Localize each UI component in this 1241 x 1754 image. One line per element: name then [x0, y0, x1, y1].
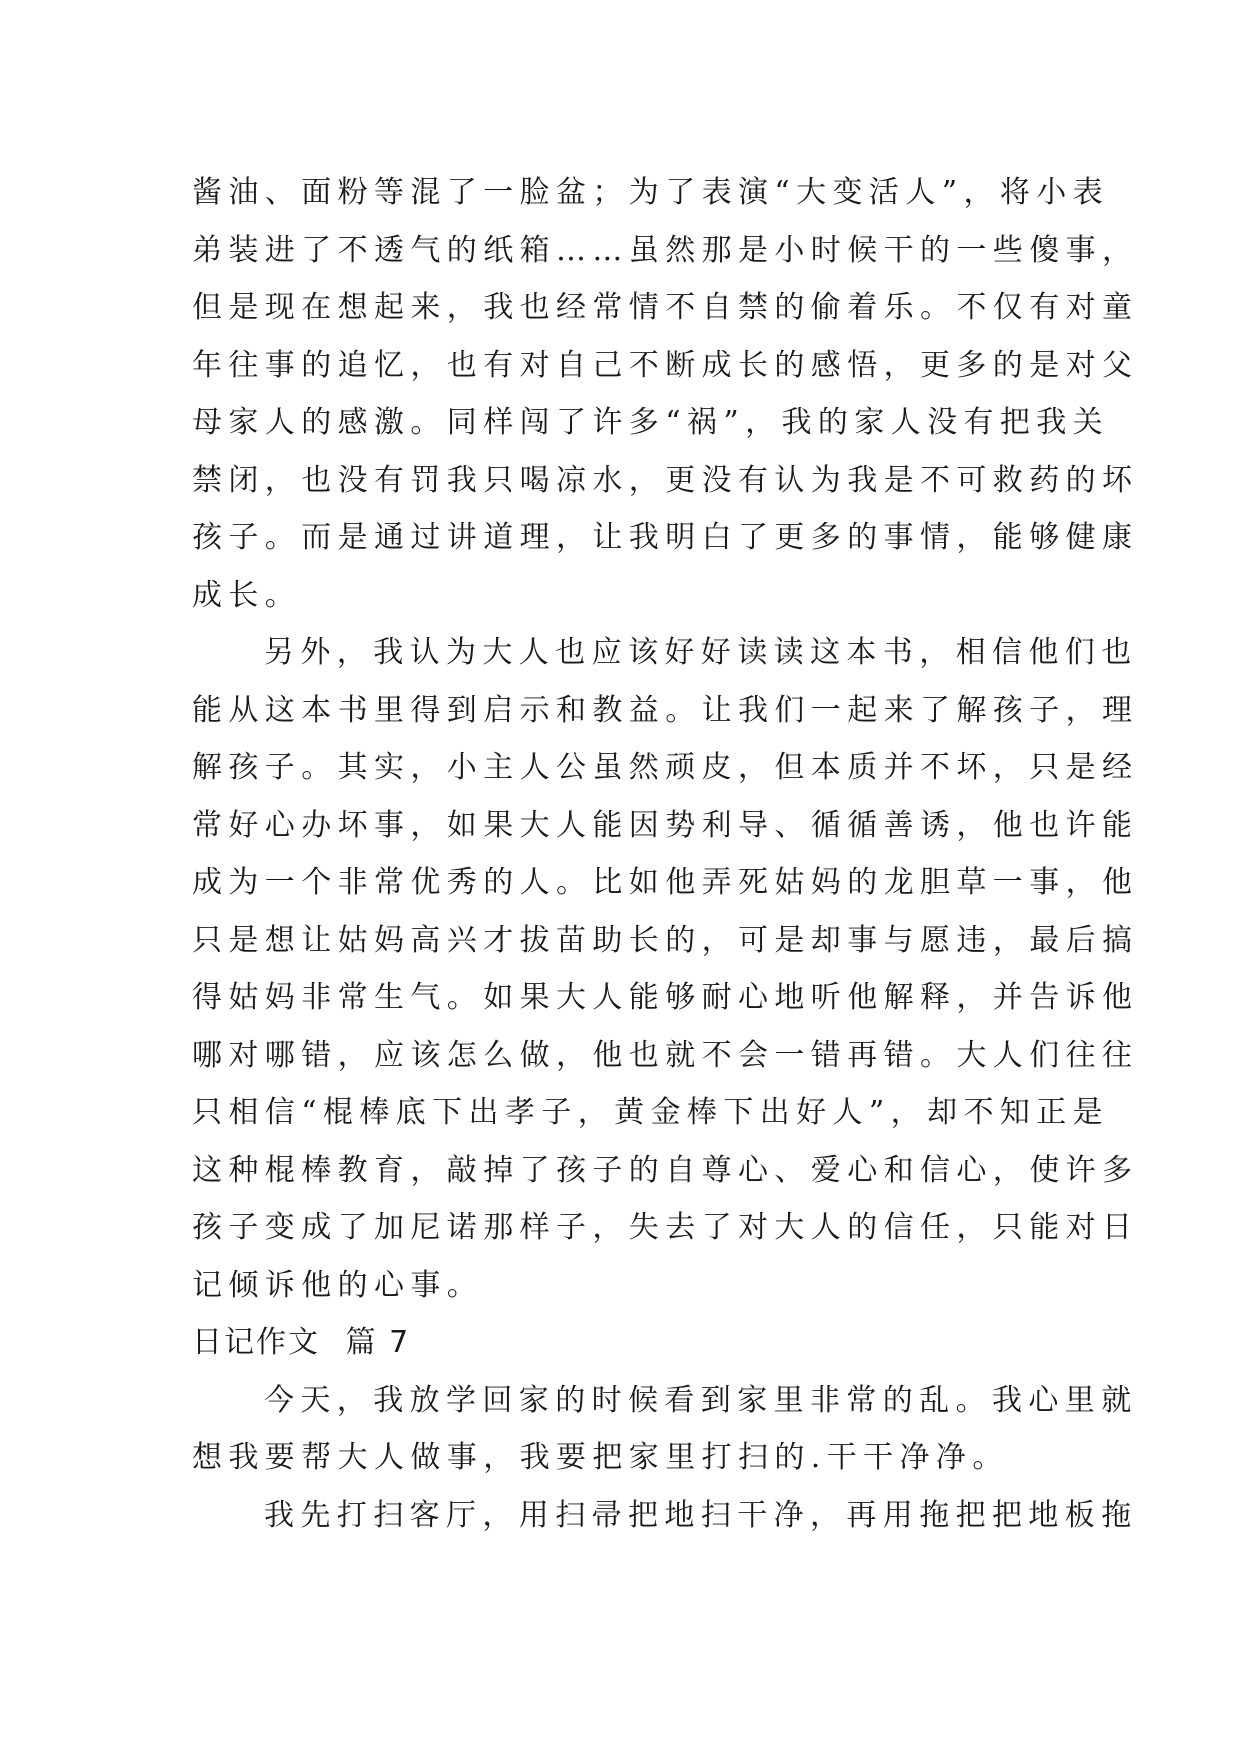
- text-line: 酱油、面粉等混了一脸盆；为了表演“大变活人”，将小表: [192, 175, 1110, 210]
- text-line: 得姑妈非常生气。如果大人能够耐心地听他解释，并告诉他: [192, 980, 1139, 1015]
- section-heading-title: 日记作文: [192, 1325, 320, 1360]
- paragraph-adults-should-read: [192, 624, 1139, 1314]
- text-line: 常好心办坏事，如果大人能因势利导、循循善诱，他也许能: [192, 807, 1139, 843]
- document-body: [192, 164, 1139, 1544]
- text-line: 我先打扫客厅，用扫帚把地扫干净，再用拖把把地板拖: [264, 1497, 1138, 1533]
- text-line: 只是想让姑妈高兴才拔苗助长的，可是却事与愿违，最后搞: [192, 922, 1139, 958]
- text-line: 但是现在想起来，我也经常情不自禁的偷着乐。不仅有对童: [192, 290, 1139, 325]
- text-line: 这种棍棒教育，敲掉了孩子的自尊心、爱心和信心，使许多: [192, 1152, 1139, 1188]
- section-heading-label: 篇: [345, 1325, 378, 1360]
- text-line: 想我要帮大人做事，我要把家里打扫的.干干净净。: [192, 1440, 1009, 1475]
- text-line: 孩子变成了加尼诺那样子，失去了对大人的信任，只能对日: [192, 1210, 1139, 1245]
- text-line: 年往事的追忆，也有对自己不断成长的感悟，更多的是对父: [192, 347, 1139, 383]
- section-heading-number: 7: [389, 1325, 409, 1360]
- text-line: 孩子。而是通过讲道理，让我明白了更多的事情，能够健康: [192, 520, 1139, 555]
- paragraph-cleaning-living-room: [192, 1487, 1138, 1545]
- text-line: 成长。: [192, 577, 302, 613]
- text-line: 哪对哪错，应该怎么做，他也就不会一错再错。大人们往往: [192, 1037, 1139, 1073]
- text-line: 禁闭，也没有罚我只喝凉水，更没有认为我是不可救药的坏: [192, 462, 1139, 498]
- text-line: 另外，我认为大人也应该好好读读这本书，相信他们也: [264, 635, 1138, 670]
- text-line: 解孩子。其实，小主人公虽然顽皮，但本质并不坏，只是经: [192, 750, 1139, 785]
- text-line: 只相信“棍棒底下出孝子，黄金棒下出好人”，却不知正是: [192, 1095, 1110, 1130]
- text-line: 母家人的感激。同样闯了许多“祸”，我的家人没有把我关: [192, 405, 1110, 440]
- text-line: 成为一个非常优秀的人。比如他弄死姑妈的龙胆草一事，他: [192, 865, 1139, 900]
- paragraph-after-school: [192, 1372, 1138, 1487]
- text-line: 弟装进了不透气的纸箱……虽然那是小时候干的一些傻事，: [192, 232, 1139, 268]
- section-heading: [192, 1314, 1060, 1372]
- text-line: 能从这本书里得到启示和教益。让我们一起来了解孩子，理: [192, 692, 1139, 728]
- text-line: 记倾诉他的心事。: [192, 1267, 484, 1303]
- text-line: 今天，我放学回家的时候看到家里非常的乱。我心里就: [264, 1382, 1138, 1418]
- paragraph-childhood-memories: [192, 164, 1139, 624]
